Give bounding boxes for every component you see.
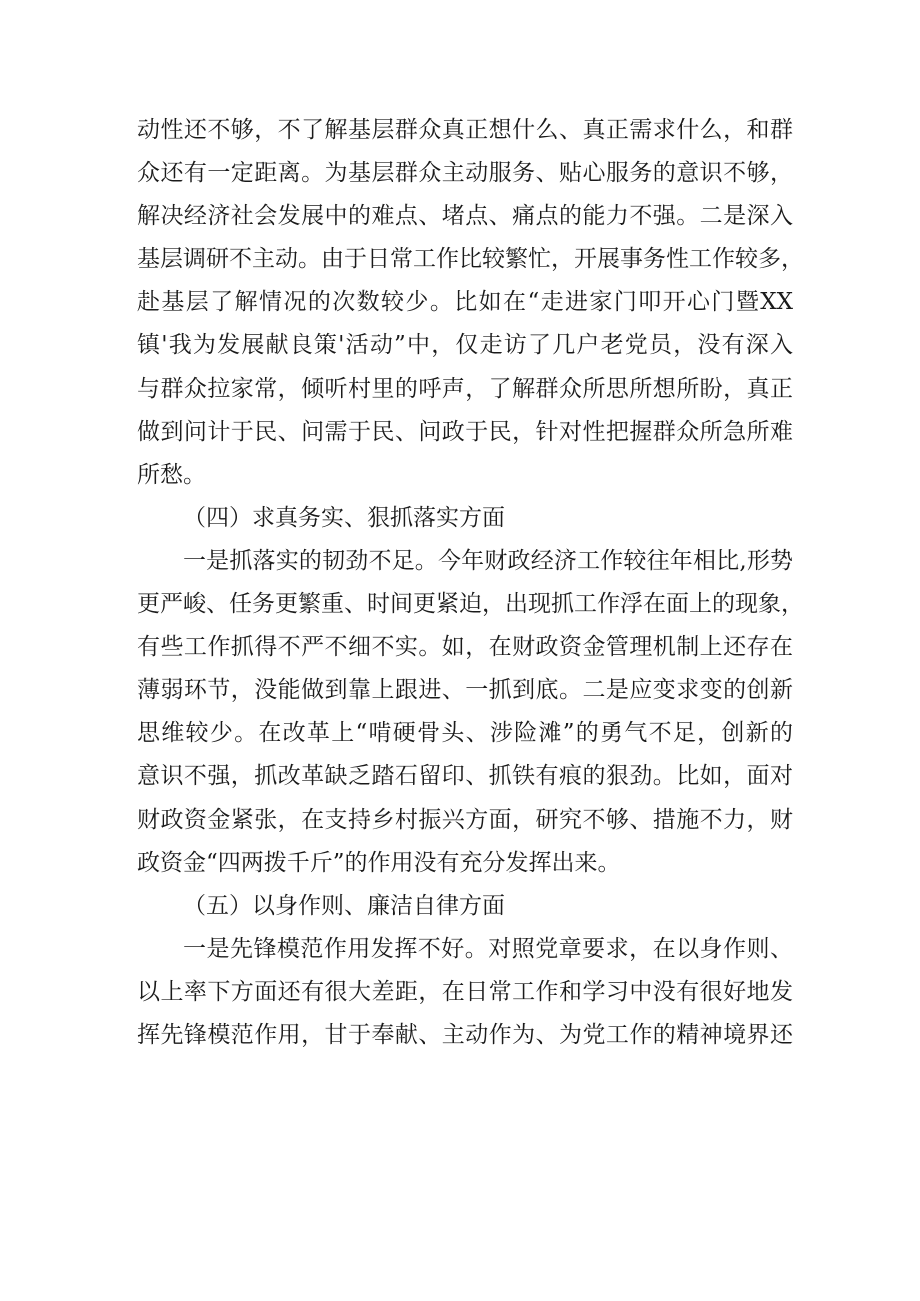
text-line: 一是抓落实的韧劲不足。今年财政经济工作较往年相比,形势 xyxy=(183,547,793,574)
text-line: 以上率下方面还有很大差距，在日常工作和学习中没有很好地发 xyxy=(137,978,793,1005)
paragraph-continued xyxy=(137,109,804,497)
section-heading-four: （四）求真务实、狠抓落实方面 xyxy=(183,504,505,531)
text-line: 解决经济社会发展中的难点、堵点、痛点的能力不强。二是深入 xyxy=(137,203,793,230)
text-line: 动性还不够，不了解基层群众真正想什么、真正需求什么，和群 xyxy=(137,117,793,143)
text-line: 做到问计于民、问需于民、问政于民，针对性把握群众所急所难 xyxy=(137,418,793,445)
text-line: 基层调研不主动。由于日常工作比较繁忙，开展事务性工作较多， xyxy=(137,246,804,273)
text-line: 一是先锋模范作用发挥不好。对照党章要求，在以身作则、 xyxy=(183,935,793,962)
text-line: 薄弱环节，没能做到靠上跟进、一抓到底。二是应变求变的创新 xyxy=(137,677,793,704)
text-line: 意识不强，抓改革缺乏踏石留印、抓铁有痕的狠劲。比如，面对 xyxy=(137,763,793,790)
text-line: 镇'我为发展献良策'活动”中，仅走访了几户老党员，没有深入 xyxy=(137,332,793,359)
paragraph-section-four xyxy=(137,540,804,885)
text-line: 挥先锋模范作用，甘于奉献、主动作为、为党工作的精神境界还 xyxy=(137,1021,793,1048)
section-heading-five: （五）以身作则、廉洁自律方面 xyxy=(183,892,505,919)
text-line: 财政资金紧张，在支持乡村振兴方面，研究不够、措施不力，财 xyxy=(137,806,793,833)
text-line: 与群众拉家常，倾听村里的呼声，了解群众所思所想所盼，真正 xyxy=(137,375,793,402)
paragraph-section-five xyxy=(137,928,793,1057)
text-line: 思维较少。在改革上“啃硬骨头、涉险滩”的勇气不足，创新的 xyxy=(137,720,793,747)
document-body xyxy=(137,109,804,1057)
text-line: 更严峻、任务更繁重、时间更紧迫，出现抓工作浮在面上的现象， xyxy=(137,591,804,618)
text-line: 众还有一定距离。为基层群众主动服务、贴心服务的意识不够， xyxy=(137,160,793,187)
text-line: 有些工作抓得不严不细不实。如，在财政资金管理机制上还存在 xyxy=(137,634,793,661)
text-line: 政资金“四两拨千斤”的作用没有充分发挥出来。 xyxy=(137,849,621,876)
text-line: 赴基层了解情况的次数较少。比如在“走进家门叩开心门暨XX xyxy=(137,289,793,316)
text-line: 所愁。 xyxy=(137,461,206,488)
